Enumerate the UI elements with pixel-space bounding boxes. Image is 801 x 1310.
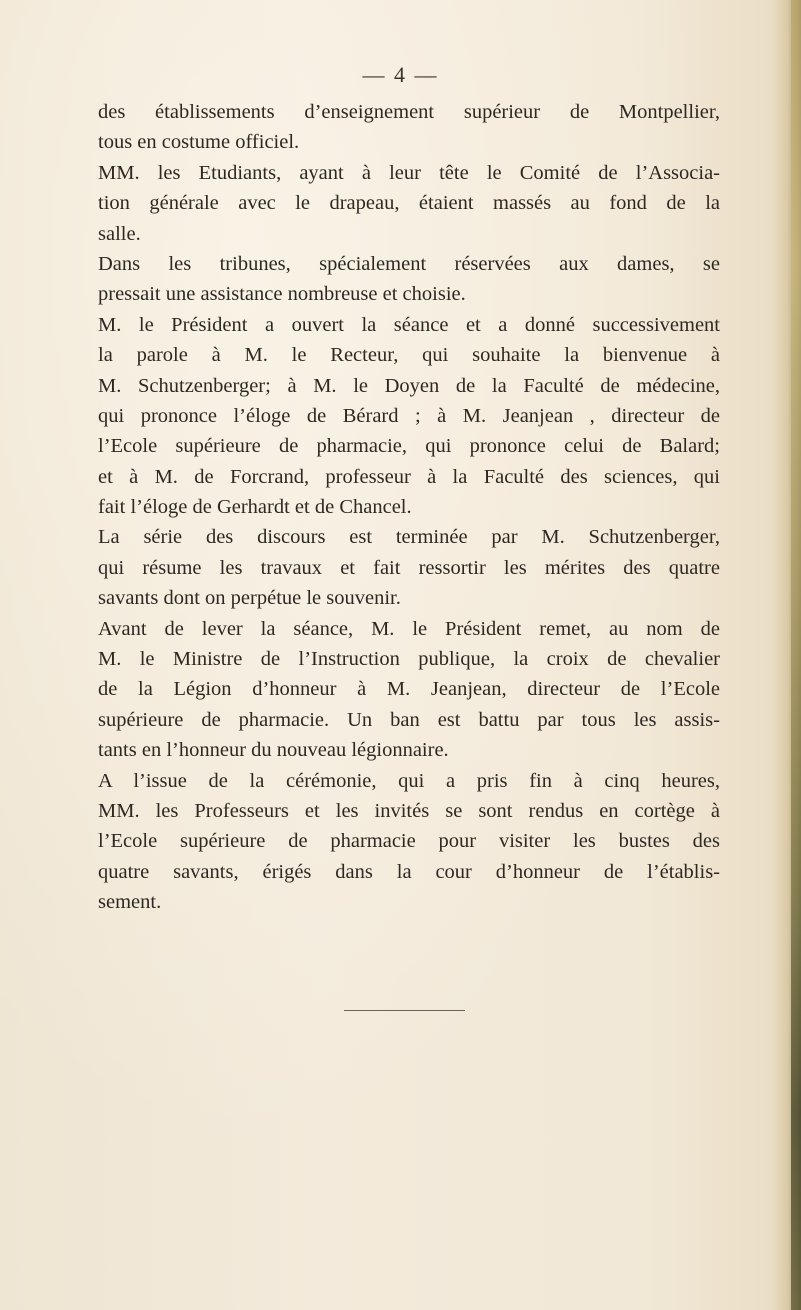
- text-line: MM. les Etudiants, ayant à leur tête le Comité de l’Associa-: [98, 161, 720, 184]
- text-line: des établissements d’enseignement supérieur de Montpellier,: [98, 101, 720, 123]
- body-text: [98, 97, 720, 918]
- text-line: Dans les tribunes, spécialement réservées aux dames, se: [98, 252, 720, 275]
- text-line: salle.: [98, 222, 141, 245]
- book-edge-strip: [791, 0, 801, 1310]
- text-line: M. le Ministre de l’Instruction publique, la croix de chevalier: [98, 648, 720, 671]
- text-line: La série des discours est terminée par M. Schutzenberger,: [98, 526, 720, 549]
- text-line: de la Légion d’honneur à M. Jeanjean, directeur de l’Ecole: [98, 678, 720, 701]
- page-number: — 4 —: [362, 62, 439, 87]
- text-line: tous en costume officiel.: [98, 131, 300, 154]
- text-line: supérieure de pharmacie. Un ban est battu par tous les assis-: [98, 708, 720, 731]
- text-line: tion générale avec le drapeau, étaient massés au fond de la: [98, 192, 720, 215]
- text-line: l’Ecole supérieure de pharmacie, qui prononce celui de Balard;: [98, 435, 720, 458]
- text-line: M. le Président a ouvert la séance et a donné successivement: [98, 313, 720, 336]
- text-line: la parole à M. le Recteur, qui souhaite la bienvenue à: [98, 344, 720, 367]
- text-line: quatre savants, érigés dans la cour d’honneur de l’établis-: [98, 860, 720, 883]
- text-line: M. Schutzenberger; à M. le Doyen de la Faculté de médecine,: [98, 374, 720, 397]
- text-line: l’Ecole supérieure de pharmacie pour visiter les bustes des: [98, 830, 720, 853]
- text-line: A l’issue de la cérémonie, qui a pris fin à cinq heures,: [98, 769, 720, 792]
- text-line: et à M. de Forcrand, professeur à la Faculté des sciences, qui: [98, 465, 720, 488]
- closing-rule: [344, 1010, 465, 1011]
- text-line: qui résume les travaux et fait ressortir les mérites des quatre: [98, 556, 720, 579]
- text-line: Avant de lever la séance, M. le Président remet, au nom de: [98, 617, 720, 640]
- text-line: tants en l’honneur du nouveau légionnaire.: [98, 739, 449, 762]
- text-line: fait l’éloge de Gerhardt et de Chancel.: [98, 496, 412, 519]
- text-line: pressait une assistance nombreuse et choisie.: [98, 283, 466, 306]
- text-line: qui prononce l’éloge de Bérard ; à M. Jeanjean , directeur de: [98, 404, 720, 427]
- text-line: MM. les Professeurs et les invités se sont rendus en cortège à: [98, 799, 720, 822]
- text-line: savants dont on perpétue le souvenir.: [98, 587, 401, 610]
- text-line: sement.: [98, 891, 162, 914]
